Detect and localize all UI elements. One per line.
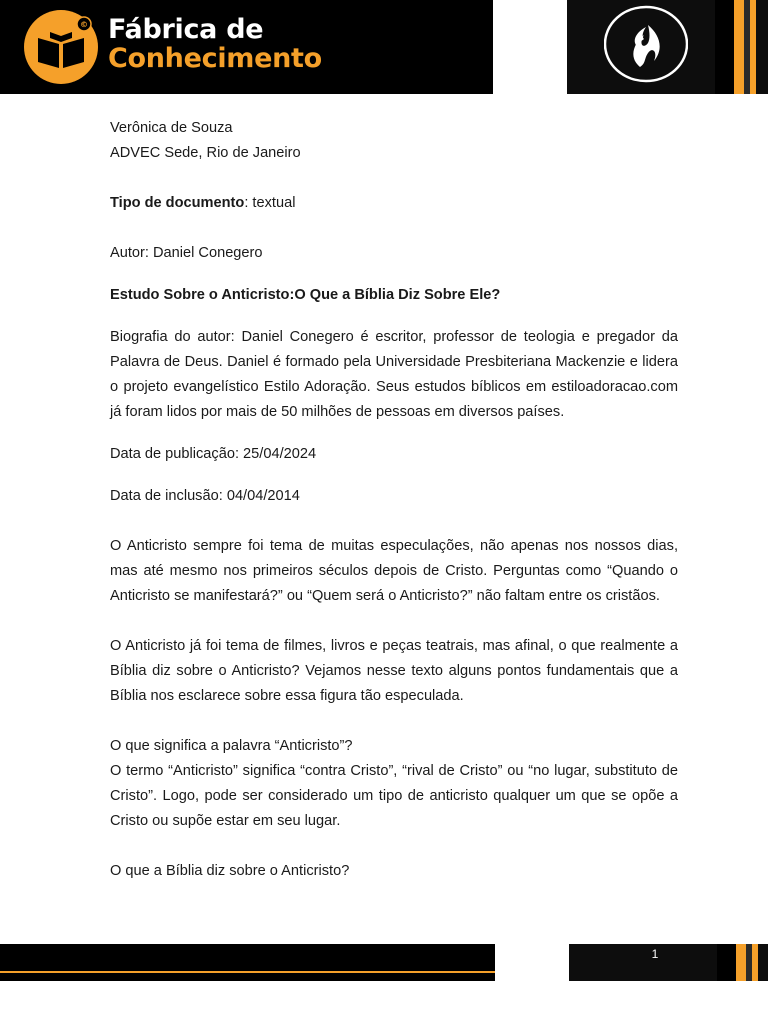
logo-line2 — [108, 45, 322, 72]
header-stripe-dark — [715, 0, 734, 94]
footer-bar — [0, 944, 495, 981]
author-bio: Biografia do autor: Daniel Conegero é escritor, professor de teologia e pregador da Palavra de Deus. Daniel é formado pela Universidade Presbiteriana Mackenzie e lidera o projeto evangelístico Estilo Adoração. Seus estudos bíblicos em estiloadoracao.com já foram lidos por mais de 50 milhões de pessoas em diversos países. — [110, 329, 678, 420]
section-heading-1: O que significa a palavra “Anticristo”? — [110, 738, 353, 754]
paragraph-2: O Anticristo já foi tema de filmes, livros e peças teatrais, mas afinal, o que realmente a Bíblia diz sobre o Anticristo? Vejamos nesse texto alguns pontos fundamentais que a Bíblia nos esclarece sobre essa figura tão especulada. — [110, 638, 678, 704]
publication-date: Data de publicação: 25/04/2024 — [110, 446, 317, 462]
author-name: Verônica de Souza — [110, 120, 233, 136]
doc-type-value: : textual — [244, 195, 296, 211]
footer-orange-line — [0, 971, 495, 973]
section-body-1: O termo “Anticristo” significa “contra Cristo”, “rival de Cristo” ou “no lugar, substituto de Cristo”. Logo, pode ser considerado um tipo de anticristo qualquer um que se opõe a Cristo ou supõe estar em seu lugar. — [110, 763, 678, 829]
footer-stripe-orange — [736, 944, 746, 981]
logo-line1: Fábrica de — [108, 14, 264, 45]
header-stripe-orange — [734, 0, 744, 94]
page-number: 1 — [651, 947, 659, 961]
logo-line2-text: Conhecimento — [108, 43, 322, 74]
open-book-icon — [24, 10, 98, 84]
brand-logo-text — [108, 16, 322, 72]
flame-emblem-icon — [604, 5, 688, 83]
footer-stripe-dark — [717, 944, 736, 981]
document-body — [110, 116, 678, 884]
author-line: Autor: Daniel Conegero — [110, 245, 263, 261]
author-location: ADVEC Sede, Rio de Janeiro — [110, 145, 301, 161]
header-banner — [0, 0, 493, 94]
paragraph-1: O Anticristo sempre foi tema de muitas especulações, não apenas nos nossos dias, mas até mesmo nos primeiros séculos depois de Cristo. Perguntas como “Quando o Anticristo se manifestará?” ou “Quem será o Anticristo?” não faltam entre os cristãos. — [110, 538, 678, 604]
doc-type-line — [110, 191, 678, 216]
footer-right-panel — [569, 944, 768, 981]
inclusion-date: Data de inclusão: 04/04/2014 — [110, 488, 300, 504]
document-title: Estudo Sobre o Anticristo:O Que a Bíblia Diz Sobre Ele? — [110, 287, 501, 303]
svg-text:©: © — [80, 20, 88, 29]
doc-type-label: Tipo de documento — [110, 195, 245, 211]
header-stripe-orange-2 — [750, 0, 756, 94]
section-heading-2: O que a Bíblia diz sobre o Anticristo? — [110, 863, 350, 879]
footer-stripe-orange-2 — [752, 944, 758, 981]
